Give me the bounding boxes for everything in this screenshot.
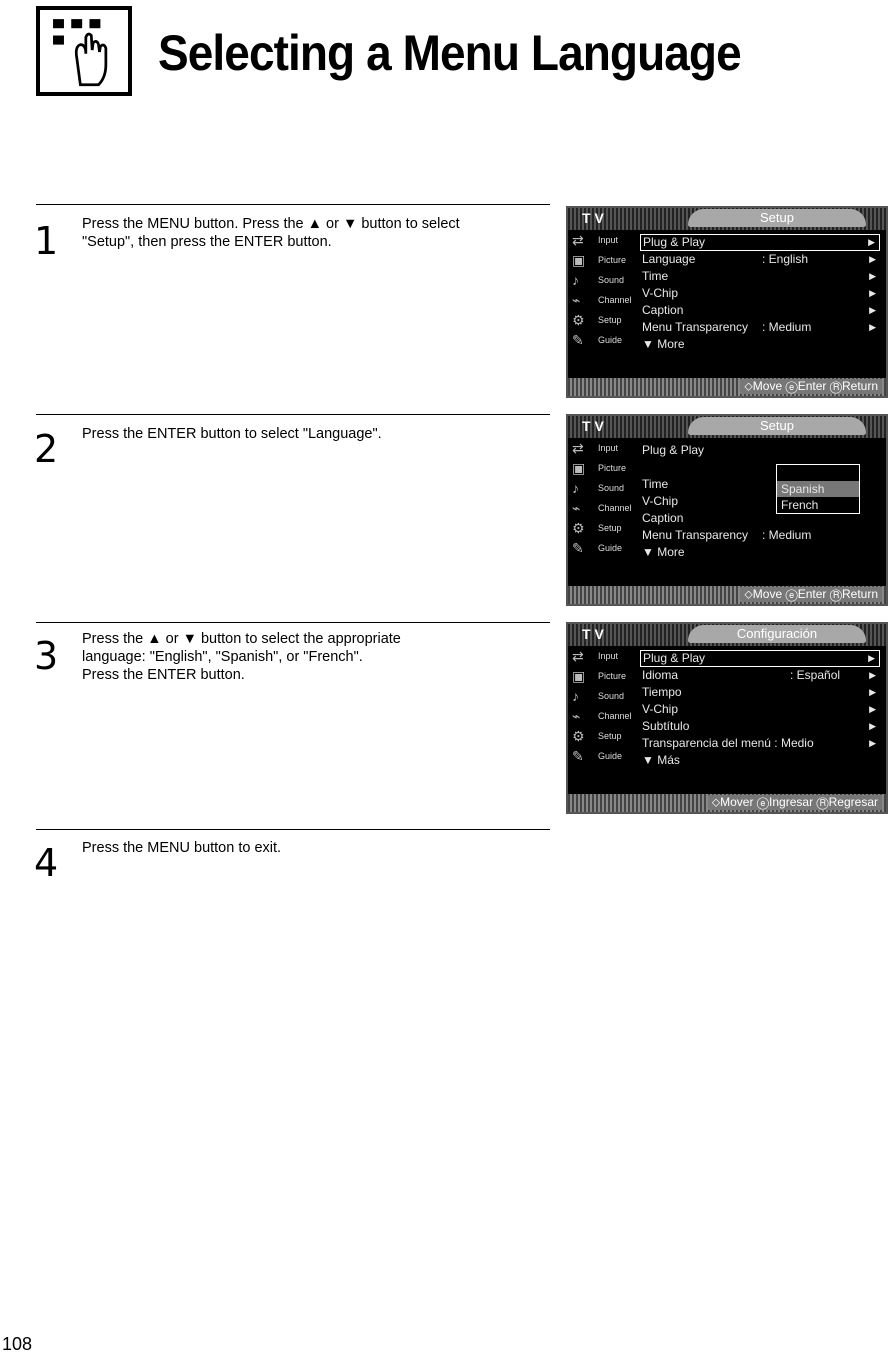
osd-menu-item: Language : English ▶ — [642, 252, 876, 266]
tv-screen-configuracion-menu — [566, 622, 888, 814]
osd-side-sound: ♪ Sound — [572, 480, 625, 496]
guide-icon: ✎ — [572, 539, 584, 556]
osd-menu-item: Tiempo ▶ — [642, 685, 876, 699]
setup-icon: ⚙ — [572, 519, 585, 536]
page-number: 108 — [2, 1334, 33, 1354]
osd-side-channel: ⌁ Channel — [572, 291, 632, 308]
osd-side-guide: ✎ Guide — [572, 331, 623, 348]
osd-header — [568, 416, 886, 438]
sound-icon: ♪ — [572, 480, 579, 496]
osd-side-channel: ⌁ Channel — [572, 499, 632, 516]
osd-side-guide: ✎ Guide — [572, 747, 623, 764]
osd-menu-item: V-Chip ▶ — [642, 702, 876, 716]
osd-side-picture: ▣ Picture — [572, 459, 627, 476]
channel-icon: ⌁ — [572, 707, 581, 724]
popup-option-french: French — [781, 498, 819, 512]
osd-menu-item: ▼ More — [642, 337, 685, 351]
osd-side-sound: ♪ Sound — [572, 688, 625, 704]
osd-menu-item: ▼ More — [642, 545, 685, 559]
osd-side-picture: ▣ Picture — [572, 251, 627, 268]
osd-menu-item: Plug & Play — [642, 443, 705, 457]
osd-menu-item: Transparencia del menú : Medio ▶ — [642, 736, 876, 750]
osd-header — [568, 208, 886, 230]
input-icon: ⇄ — [572, 439, 584, 456]
osd-footer — [568, 378, 886, 396]
osd-menu-item: Plug & Play ▶ — [640, 234, 880, 251]
step-divider — [36, 414, 550, 415]
osd-menu-item: Time — [642, 477, 669, 491]
osd-side-setup: ⚙ Setup — [572, 519, 622, 536]
osd-sidebar — [568, 438, 634, 558]
channel-icon: ⌁ — [572, 499, 581, 516]
osd-menu-title: Configuración — [688, 625, 866, 643]
step-number: 1 — [34, 219, 59, 263]
osd-menu-list — [640, 650, 880, 769]
osd-menu-item: Caption — [642, 511, 684, 525]
osd-nav-hints: ⬦Move ⓔEnter ⓇReturn — [740, 587, 882, 602]
osd-side-setup: ⚙ Setup — [572, 311, 622, 328]
step-instruction: Press the ENTER button to select "Language". — [82, 426, 382, 442]
osd-tv-label: T V — [582, 626, 604, 642]
osd-side-guide: ✎ Guide — [572, 539, 623, 556]
osd-menu-item: Subtítulo ▶ — [642, 719, 876, 733]
osd-side-setup: ⚙ Setup — [572, 727, 622, 744]
popup-option-spanish: Spanish — [777, 481, 859, 497]
osd-footer — [568, 794, 886, 812]
picture-icon: ▣ — [572, 667, 586, 684]
osd-menu-item: Menu Transparency : Medium — [642, 528, 812, 542]
osd-side-picture: ▣ Picture — [572, 667, 627, 684]
osd-nav-hints: ⬦Move ⓔEnter ⓇReturn — [740, 379, 882, 394]
sound-icon: ♪ — [572, 688, 579, 704]
osd-tv-label: T V — [582, 210, 604, 226]
osd-footer — [568, 586, 886, 604]
tv-screen-language-popup — [566, 414, 888, 606]
language-popup — [776, 464, 860, 514]
tv-screen-setup-menu — [566, 206, 888, 398]
step-number: 3 — [34, 634, 59, 678]
picture-icon: ▣ — [572, 459, 586, 476]
step-instruction: Press the MENU button. Press the ▲ or ▼ button to select "Setup", then press the ENTER button. — [82, 216, 460, 250]
osd-side-input: ⇄ Input — [572, 439, 619, 456]
osd-menu-item: V-Chip — [642, 494, 679, 508]
guide-icon: ✎ — [572, 331, 584, 348]
osd-menu-list — [640, 234, 880, 353]
osd-side-sound: ♪ Sound — [572, 272, 625, 288]
osd-menu-item: ▼ Más — [642, 753, 680, 767]
osd-side-input: ⇄ Input — [572, 647, 619, 664]
osd-tv-label: T V — [582, 418, 604, 434]
osd-menu-item: Menu Transparency : Medium ▶ — [642, 320, 876, 334]
osd-side-input: ⇄ Input — [572, 231, 619, 248]
osd-side-channel: ⌁ Channel — [572, 707, 632, 724]
osd-menu-item: Caption ▶ — [642, 303, 876, 317]
osd-menu-item: Plug & Play ▶ — [640, 650, 880, 667]
step-divider — [36, 622, 550, 623]
hand-pressing-remote-icon — [36, 6, 132, 96]
sound-icon: ♪ — [572, 272, 579, 288]
step-instruction: Press the ▲ or ▼ button to select the appropriate language: "English", "Spanish", or "French". Press the ENTER button. — [82, 631, 401, 683]
picture-icon: ▣ — [572, 251, 586, 268]
page-title: Selecting a Menu Language — [158, 25, 741, 81]
osd-menu-title: Setup — [688, 417, 866, 435]
osd-sidebar — [568, 646, 634, 766]
osd-menu-item: V-Chip ▶ — [642, 286, 876, 300]
input-icon: ⇄ — [572, 647, 584, 664]
osd-menu-title: Setup — [688, 209, 866, 227]
osd-menu-item: Time ▶ — [642, 269, 876, 283]
input-icon: ⇄ — [572, 231, 584, 248]
step-divider — [36, 829, 550, 830]
osd-menu-item: Idioma : Español ▶ — [642, 668, 876, 682]
osd-nav-hints: ⬦Mover ⓔIngresar ⓇRegresar — [708, 795, 882, 810]
step-number: 2 — [34, 427, 59, 471]
channel-icon: ⌁ — [572, 291, 581, 308]
setup-icon: ⚙ — [572, 311, 585, 328]
step-instruction: Press the MENU button to exit. — [82, 840, 282, 856]
popup-blank-row — [777, 465, 859, 481]
setup-icon: ⚙ — [572, 727, 585, 744]
osd-header — [568, 624, 886, 646]
step-number: 4 — [34, 841, 59, 885]
step-divider — [36, 204, 550, 205]
osd-sidebar — [568, 230, 634, 350]
guide-icon: ✎ — [572, 747, 584, 764]
